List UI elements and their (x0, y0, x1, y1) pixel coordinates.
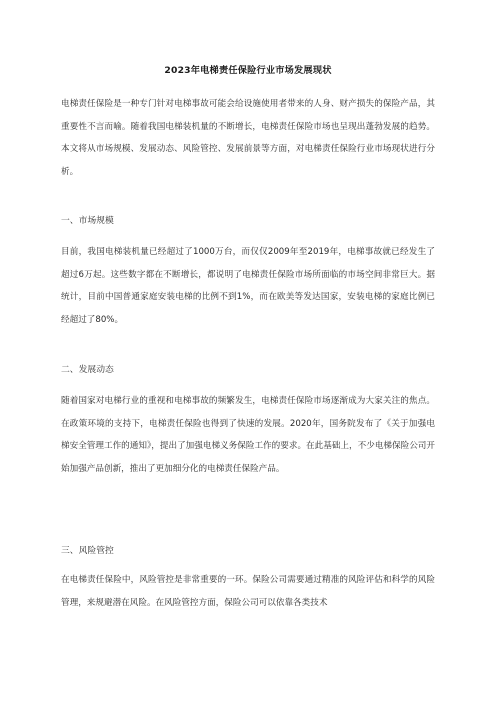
intro-paragraph: 电梯责任保险是一种专门针对电梯事故可能会给设施使用者带来的人身、财产损失的保险产品，其重要性不言而喻。随着我国电梯装机量的不断增长，电梯责任保险市场也呈现出蓬勃发展的趋势。本文将从市场规模、发展动态、风险管控、发展前景等方面，对电梯责任保险行业市场现状进行分析。 (61, 99, 435, 177)
section-body-risk-control: 在电梯责任保险中，风险管控是非常重要的一环。保险公司需要通过精准的风险评估和科学的风险管理，来规避潜在风险。在风险管控方面，保险公司可以依靠各类技术 (61, 575, 435, 608)
section-heading-risk-control: 三、风险管控 (61, 546, 114, 556)
section-heading-market-size: 一、市场规模 (61, 216, 114, 226)
section-heading-development: 二、发展动态 (61, 365, 114, 375)
document-title: 2023年电梯责任保险行业市场发展现状 (164, 65, 332, 76)
section-body-market-size: 目前，我国电梯装机量已经超过了1000万台，而仅仅2009年至2019年，电梯事故就已经发生了超过6万起。这些数字都在不断增长，都说明了电梯责任保险市场所面临的市场空间非常巨大。据统计，目前中国普通家庭安装电梯的比例不到1%，而在欧美等发达国家，安装电梯的家庭比例已经超过了80%。 (61, 247, 435, 325)
section-body-development: 随着国家对电梯行业的重视和电梯事故的频繁发生，电梯责任保险市场逐渐成为大家关注的焦点。在政策环境的支持下，电梯责任保险也得到了快速的发展。2020年，国务院发布了《关于加强电梯安全管理工作的通知》，提出了加强电梯义务保险工作的要求。在此基础上，不少电梯保险公司开始加强产品创新，推出了更加细分化的电梯责任保险产品。 (61, 396, 435, 474)
